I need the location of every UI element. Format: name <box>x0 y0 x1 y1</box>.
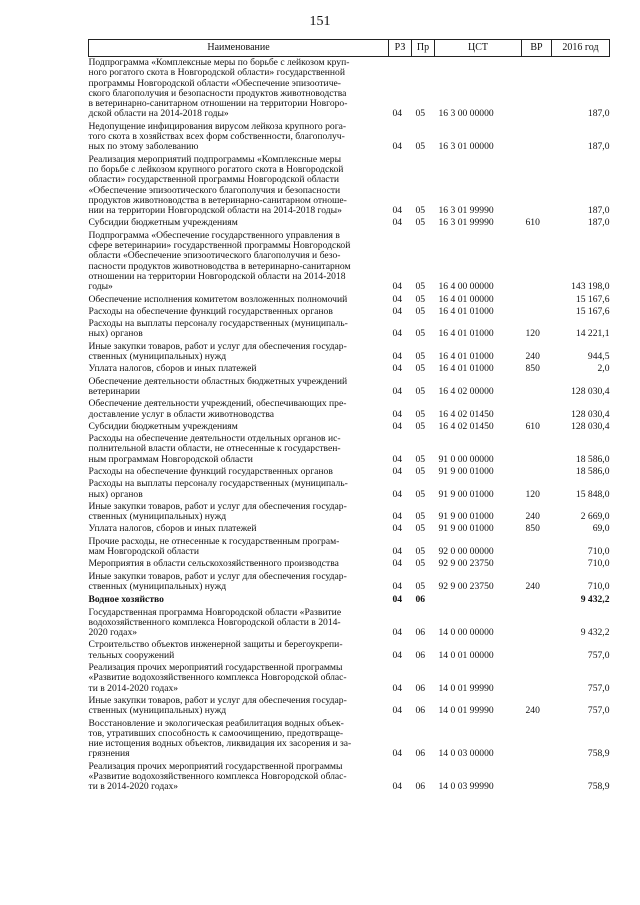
row-amount: 710,0 <box>587 558 610 570</box>
row-name-line: ственных (муниципальных) нужд <box>88 511 227 523</box>
table-row <box>89 718 610 761</box>
row-amount: 187,0 <box>587 141 610 153</box>
row-cst: 16 4 02 01450 <box>438 420 494 432</box>
row-pr: 05 <box>415 488 426 500</box>
row-amount: 18 586,0 <box>575 453 610 465</box>
row-name-line: Иные закупки товаров, работ и услуг для обеспечения государ- <box>88 694 347 706</box>
row-name <box>89 761 389 794</box>
row-vr <box>522 662 552 695</box>
row-cst: 16 3 00 00000 <box>438 108 494 120</box>
row-vr <box>522 294 552 306</box>
row-name <box>89 154 389 218</box>
row-pr: 06 <box>415 705 426 717</box>
row-pr: 05 <box>415 523 426 535</box>
row-rz: 04 <box>392 580 403 592</box>
row-name-line: в ветеринарно-санитарном отношении на территории Новгоро- <box>88 98 348 110</box>
row-vr: 120 <box>525 488 540 500</box>
table-row <box>89 433 610 466</box>
row-vr <box>522 376 552 399</box>
row-rz: 04 <box>392 511 403 523</box>
row-name-line: Прочие расходы, не отнесенные к государственным програм- <box>88 535 340 547</box>
row-name-line: полнительной власти области, не отнесенные к государствен- <box>88 443 341 455</box>
table-row <box>89 662 610 695</box>
row-pr: 06 <box>415 682 426 694</box>
row-vr <box>522 639 552 662</box>
row-vr <box>522 306 552 318</box>
table-header-row <box>89 40 610 57</box>
row-name-line: пасности продуктов животноводства в ветеринарно-санитарном <box>88 260 351 272</box>
table-row <box>89 398 610 421</box>
row-name-line: Субсидии бюджетным учреждениям <box>88 420 238 432</box>
row-amount: 758,9 <box>587 748 610 760</box>
row-amount: 187,0 <box>587 205 610 217</box>
col-header-name: Наименование <box>89 40 389 57</box>
row-vr: 120 <box>525 328 540 340</box>
row-cst: 16 3 01 00000 <box>438 141 494 153</box>
row-name-line: того скота в хозяйствах всех форм собственности, благополуч- <box>88 131 345 143</box>
row-name <box>89 121 389 154</box>
table-row <box>89 57 610 121</box>
row-cst <box>435 593 522 606</box>
row-vr: 240 <box>525 580 540 592</box>
table-row <box>89 306 610 318</box>
table-row <box>89 466 610 478</box>
row-name-line: ного рогатого скота в Новгородской области» государственной <box>88 67 345 79</box>
row-vr: 240 <box>525 511 540 523</box>
row-cst: 16 4 00 00000 <box>438 281 494 293</box>
row-amount: 15 167,6 <box>575 293 610 305</box>
row-vr: 240 <box>525 705 540 717</box>
row-cst: 14 0 03 00000 <box>438 748 494 760</box>
row-name-line: ных по этому заболеванию <box>88 141 199 153</box>
row-name-line: тов, утративших способность к самоочищению, предотвраще- <box>88 727 344 739</box>
table-row <box>89 154 610 218</box>
row-rz: 04 <box>392 420 403 432</box>
row-name <box>89 607 389 640</box>
row-name-line: ным программам Новгородской области <box>88 453 253 465</box>
row-vr: 850 <box>525 523 540 535</box>
row-rz: 04 <box>392 328 403 340</box>
row-name-line: Расходы на выплаты персоналу государственных (муниципаль- <box>88 478 348 490</box>
row-pr: 06 <box>415 748 426 760</box>
row-pr: 05 <box>415 385 426 397</box>
row-pr: 05 <box>415 420 426 432</box>
row-rz: 04 <box>392 305 403 317</box>
table-row <box>89 501 610 524</box>
table-row <box>89 478 610 501</box>
row-pr: 06 <box>415 781 426 793</box>
row-amount: 757,0 <box>587 649 610 661</box>
row-rz: 04 <box>392 385 403 397</box>
row-cst: 92 0 00 00000 <box>438 546 494 558</box>
table-row <box>89 571 610 594</box>
table-row <box>89 761 610 794</box>
table-row <box>89 341 610 364</box>
row-name-line: Уплата налогов, сборов и иных платежей <box>88 363 257 375</box>
row-pr: 06 <box>415 649 426 661</box>
row-name <box>89 217 389 229</box>
row-name-line: Расходы на обеспечение деятельности отдельных органов ис- <box>88 433 341 445</box>
row-vr: 240 <box>525 351 540 363</box>
row-rz: 04 <box>392 488 403 500</box>
row-rz: 04 <box>392 281 403 293</box>
row-rz: 04 <box>392 408 403 420</box>
row-amount: 944,5 <box>587 351 610 363</box>
row-name <box>89 571 389 594</box>
row-name-line: Иные закупки товаров, работ и услуг для обеспечения государ- <box>88 570 347 582</box>
row-pr: 05 <box>415 511 426 523</box>
row-name-line: Водное хозяйство <box>88 594 164 606</box>
row-name-line: 2020 годах» <box>88 627 138 639</box>
row-pr: 05 <box>415 363 426 375</box>
row-pr: 05 <box>415 217 426 229</box>
row-cst: 91 0 00 00000 <box>438 453 494 465</box>
row-name <box>89 558 389 570</box>
row-name <box>89 718 389 761</box>
row-name-line: «Развитие водохозяйственного комплекса Новгородской облас- <box>88 771 347 782</box>
row-cst: 16 3 01 99990 <box>438 217 494 229</box>
row-vr <box>522 558 552 570</box>
row-name-line: Государственная программа Новгородской области «Развитие <box>88 606 342 618</box>
row-name-line: ти в 2014-2020 годах» <box>88 682 179 694</box>
row-pr: 05 <box>415 108 426 120</box>
row-vr <box>522 593 552 606</box>
row-name-line: Недопущение инфицирования вирусом лейкоза крупного рога- <box>88 120 347 132</box>
table-row <box>89 318 610 341</box>
row-name-line: Расходы на обеспечение функций государственных органов <box>88 465 333 477</box>
row-name-line: доставление услуг в области животноводства <box>88 408 274 420</box>
row-name <box>89 363 389 375</box>
row-pr: 05 <box>415 453 426 465</box>
row-pr: 05 <box>415 580 426 592</box>
row-name <box>89 230 389 294</box>
row-cst: 91 9 00 01000 <box>438 523 494 535</box>
row-pr: 05 <box>415 465 426 477</box>
row-amount: 128 030,4 <box>571 420 610 432</box>
row-name-line: дской области на 2014-2018 годы» <box>88 108 229 120</box>
row-amount: 187,0 <box>587 108 610 120</box>
row-name-line: ти в 2014-2020 годах» <box>88 781 179 793</box>
row-name-line: нии на территории Новгородской области на 2014-2018 годы» <box>88 205 342 217</box>
row-name-line: Мероприятия в области сельскохозяйственного производства <box>88 558 339 570</box>
row-name-line: Обеспечение деятельности областных бюджетных учреждений <box>88 375 348 387</box>
row-vr <box>522 121 552 154</box>
row-name <box>89 398 389 421</box>
row-rz: 04 <box>392 594 403 606</box>
row-amount: 18 586,0 <box>575 465 610 477</box>
row-name-line: Расходы на выплаты персоналу государственных (муниципаль- <box>88 318 348 330</box>
row-name-line: продуктов животноводства в ветеринарно-санитарном отноше- <box>88 194 347 206</box>
page-number: 151 <box>309 14 331 29</box>
row-pr: 05 <box>415 408 426 420</box>
row-rz: 04 <box>392 205 403 217</box>
table-row <box>89 639 610 662</box>
row-rz: 04 <box>392 523 403 535</box>
row-amount: 15 848,0 <box>575 488 610 500</box>
row-pr: 06 <box>415 627 426 639</box>
row-vr <box>522 718 552 761</box>
row-name-line: Иные закупки товаров, работ и услуг для обеспечения государ- <box>88 500 347 512</box>
row-amount: 758,9 <box>587 781 610 793</box>
row-cst: 14 0 03 99990 <box>438 781 494 793</box>
row-vr <box>522 230 552 294</box>
row-pr: 06 <box>415 594 426 606</box>
col-header-vr: ВР <box>522 40 552 57</box>
row-name <box>89 433 389 466</box>
row-pr: 05 <box>415 546 426 558</box>
row-name-line: Реализация мероприятий подпрограммы «Комплексные меры <box>88 153 342 165</box>
row-rz: 04 <box>392 217 403 229</box>
row-name-line: Уплата налогов, сборов и иных платежей <box>88 523 257 535</box>
row-pr: 05 <box>415 205 426 217</box>
row-pr: 05 <box>415 351 426 363</box>
row-vr <box>522 433 552 466</box>
row-rz: 04 <box>392 781 403 793</box>
row-vr: 850 <box>525 363 540 375</box>
row-name-line: ветеринарии <box>88 385 141 397</box>
row-name <box>89 478 389 501</box>
row-name-line: «Обеспечение эпизоотического благополучия и безопасности <box>88 184 341 196</box>
col-header-pr: Пр <box>412 40 435 57</box>
row-amount: 69,0 <box>592 523 610 535</box>
row-cst: 16 3 01 99990 <box>438 205 494 217</box>
row-name-line: области» государственной программы Новгородской области <box>88 174 340 186</box>
row-name <box>89 341 389 364</box>
row-name <box>89 536 389 559</box>
table-row <box>89 376 610 399</box>
row-rz: 04 <box>392 748 403 760</box>
table-row <box>89 230 610 294</box>
row-cst: 91 9 00 01000 <box>438 511 494 523</box>
row-amount: 757,0 <box>587 682 610 694</box>
row-name-line: Реализация прочих мероприятий государственной программы <box>88 662 343 674</box>
row-pr: 05 <box>415 281 426 293</box>
row-name-line: тельных сооружений <box>88 649 175 661</box>
row-name-line: ского благополучия и безопасности продуктов животноводства <box>88 87 347 99</box>
row-rz: 04 <box>392 108 403 120</box>
row-pr: 05 <box>415 141 426 153</box>
budget-table <box>88 39 610 794</box>
col-header-rz: РЗ <box>389 40 412 57</box>
row-amount: 128 030,4 <box>571 408 610 420</box>
row-amount: 15 167,6 <box>575 305 610 317</box>
row-cst: 91 9 00 01000 <box>438 488 494 500</box>
row-amount: 187,0 <box>587 217 610 229</box>
row-vr <box>522 57 552 121</box>
table-row <box>89 558 610 570</box>
row-cst: 16 4 02 01450 <box>438 408 494 420</box>
row-cst: 91 9 00 01000 <box>438 465 494 477</box>
row-name-line: годы» <box>88 281 113 293</box>
col-header-cst: ЦСТ <box>435 40 522 57</box>
row-amount: 9 432,2 <box>580 594 610 606</box>
row-name-line: ственных (муниципальных) нужд <box>88 580 227 592</box>
table-row <box>89 607 610 640</box>
row-name-line: Субсидии бюджетным учреждениям <box>88 217 238 229</box>
row-name-line: водохозяйственного комплекса Новгородской области в 2014- <box>88 616 341 628</box>
row-rz: 04 <box>392 453 403 465</box>
row-rz: 04 <box>392 363 403 375</box>
table-row <box>89 121 610 154</box>
row-name-line: программы Новгородской области «Обеспечение эпизоотиче- <box>88 77 341 89</box>
row-name-line: по борьбе с лейкозом крупного рогатого скота в Новгородской <box>88 163 344 175</box>
row-cst: 14 0 00 00000 <box>438 627 494 639</box>
row-cst: 14 0 01 99990 <box>438 705 494 717</box>
row-name-line: ственных (муниципальных) нужд <box>88 351 227 363</box>
row-pr: 05 <box>415 293 426 305</box>
row-name-line: ных) органов <box>88 328 143 340</box>
table-row <box>89 363 610 375</box>
row-name-line: Иные закупки товаров, работ и услуг для обеспечения государ- <box>88 340 347 352</box>
table-body <box>89 57 610 794</box>
row-vr <box>522 154 552 218</box>
row-cst: 16 4 02 00000 <box>438 385 494 397</box>
row-vr <box>522 607 552 640</box>
row-amount: 9 432,2 <box>580 627 610 639</box>
row-rz: 04 <box>392 682 403 694</box>
row-cst: 14 0 01 99990 <box>438 682 494 694</box>
row-cst: 92 9 00 23750 <box>438 580 494 592</box>
row-name <box>89 501 389 524</box>
row-rz: 04 <box>392 558 403 570</box>
row-name-line: грязнения <box>88 748 130 760</box>
row-rz: 04 <box>392 141 403 153</box>
row-cst: 16 4 01 01000 <box>438 363 494 375</box>
row-name-line: Строительство объектов инженерной защиты и берегоукрепи- <box>88 639 343 651</box>
row-amount: 143 198,0 <box>571 281 610 293</box>
row-name-line: Подпрограмма «Обеспечение государственного управления в <box>88 229 340 241</box>
row-cst: 92 9 00 23750 <box>438 558 494 570</box>
row-name <box>89 376 389 399</box>
row-amount: 710,0 <box>587 546 610 558</box>
row-pr: 05 <box>415 558 426 570</box>
table-row <box>89 217 610 229</box>
table-row <box>89 536 610 559</box>
row-name-line: ных) органов <box>88 488 143 500</box>
row-name-line: мам Новгородской области <box>88 546 200 558</box>
row-vr <box>522 466 552 478</box>
row-amount: 14 221,1 <box>575 328 610 340</box>
table-row <box>89 523 610 535</box>
row-rz: 04 <box>392 351 403 363</box>
table-row <box>89 695 610 718</box>
row-rz: 04 <box>392 465 403 477</box>
row-vr: 610 <box>525 420 540 432</box>
row-cst: 16 4 01 00000 <box>438 293 494 305</box>
row-name <box>89 57 389 121</box>
row-rz: 04 <box>392 705 403 717</box>
row-name <box>89 294 389 306</box>
table-row <box>89 421 610 433</box>
row-rz: 04 <box>392 649 403 661</box>
row-name <box>89 523 389 535</box>
row-name-line: «Развитие водохозяйственного комплекса Новгородской облас- <box>88 672 347 684</box>
row-cst: 16 4 01 01000 <box>438 328 494 340</box>
row-vr <box>522 761 552 794</box>
row-name <box>89 639 389 662</box>
row-name <box>89 421 389 433</box>
row-name-line: Расходы на обеспечение функций государственных органов <box>88 305 333 317</box>
row-name-line: ственных (муниципальных) нужд <box>88 705 227 717</box>
row-amount: 2 669,0 <box>580 511 610 523</box>
row-vr <box>522 536 552 559</box>
row-name-line: отношении на территории Новгородской области на 2014-2018 <box>88 270 346 282</box>
row-amount: 757,0 <box>587 705 610 717</box>
row-name-line: Подпрограмма «Комплексные меры по борьбе с лейкозом круп- <box>88 57 350 68</box>
row-name-line: Обеспечение исполнения комитетом возложенных полномочий <box>88 293 348 305</box>
row-vr <box>522 398 552 421</box>
row-name-line: Обеспечение деятельности учреждений, обеспечивающих пре- <box>88 398 347 410</box>
row-name-line: Реализация прочих мероприятий государственной программы <box>88 760 343 772</box>
row-pr: 05 <box>415 328 426 340</box>
row-amount: 128 030,4 <box>571 385 610 397</box>
row-pr: 05 <box>415 305 426 317</box>
row-cst: 14 0 01 00000 <box>438 649 494 661</box>
row-cst: 16 4 01 01000 <box>438 351 494 363</box>
col-header-year: 2016 год <box>552 40 610 57</box>
row-name <box>89 306 389 318</box>
row-rz: 04 <box>392 627 403 639</box>
row-name <box>89 466 389 478</box>
row-name-line: ние истощения водных объектов, ликвидация их засорения и за- <box>88 738 352 750</box>
row-cst: 16 4 01 01000 <box>438 305 494 317</box>
row-rz: 04 <box>392 546 403 558</box>
row-name <box>89 662 389 695</box>
row-rz: 04 <box>392 293 403 305</box>
table-row <box>89 294 610 306</box>
row-vr: 610 <box>525 217 540 229</box>
row-name <box>89 593 389 606</box>
row-amount: 710,0 <box>587 580 610 592</box>
row-name-line: сфере ветеринарии» государственной программы Новгородской <box>88 240 351 252</box>
row-name-line: Восстановление и экологическая реабилитация водных объек- <box>88 717 344 729</box>
row-name <box>89 695 389 718</box>
row-amount: 2,0 <box>597 363 610 375</box>
row-name <box>89 318 389 341</box>
row-name-line: области «Обеспечение эпизоотического благополучия и безо- <box>88 250 341 262</box>
table-row <box>89 593 610 606</box>
